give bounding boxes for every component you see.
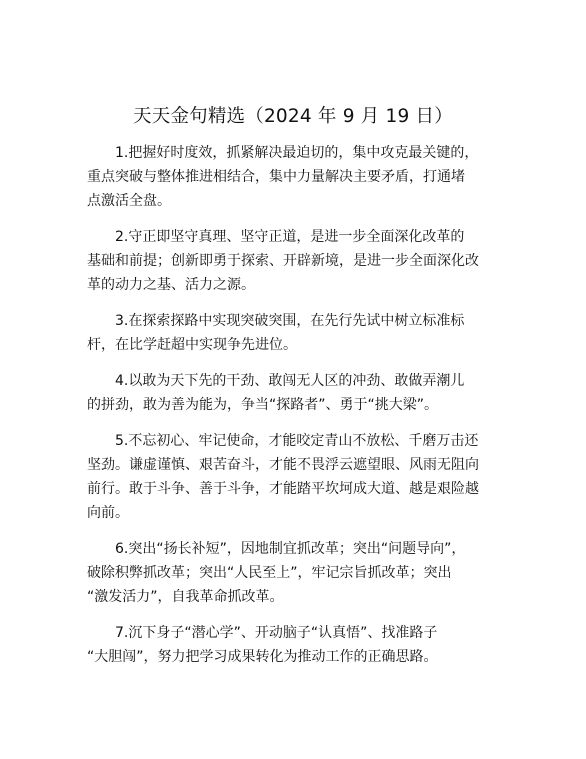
paragraph-1 bbox=[87, 141, 503, 213]
paragraph-line: 3.在探索探路中实现突破突围，在先行先试中树立标准标 bbox=[115, 313, 465, 329]
paragraph-line: 前行。敢于斗争、善于斗争，才能踏平坎坷成大道、越是艰险越 bbox=[87, 481, 479, 497]
paragraph-line: 坚劲。谦虚谨慎、艰苦奋斗，才能不畏浮云遮望眼、风雨无阻向 bbox=[87, 457, 479, 473]
paragraph-line: 革的动力之基、活力之源。 bbox=[87, 277, 255, 293]
paragraph-line: 点激活全盘。 bbox=[87, 193, 171, 209]
paragraph-line: 重点突破与整体推进相结合，集中力量解决主要矛盾，打通堵 bbox=[87, 169, 465, 185]
paragraph-line: 6.突出“扬长补短”，因地制宜抓改革；突出“问题导向”， bbox=[115, 541, 466, 557]
paragraph-line: 向前。 bbox=[87, 505, 129, 521]
paragraph-7 bbox=[87, 621, 503, 669]
paragraph-line: 的拼劲，敢为善为能为，争当“探路者”、勇于“挑大梁”。 bbox=[87, 397, 439, 413]
paragraph-line: 杆，在比学赶超中实现争先进位。 bbox=[87, 337, 297, 353]
paragraph-4 bbox=[87, 369, 503, 417]
paragraph-3 bbox=[87, 309, 503, 357]
paragraph-6 bbox=[87, 537, 503, 609]
document-title: 天天金句精选（2024 年 9 月 19 日） bbox=[133, 106, 453, 127]
paragraph-5 bbox=[87, 429, 503, 525]
paragraph-2 bbox=[87, 225, 503, 297]
paragraph-line: 1.把握好时度效，抓紧解决最迫切的，集中攻克最关键的， bbox=[115, 145, 479, 161]
paragraph-line: “大胆闯”，努力把学习成果转化为推动工作的正确思路。 bbox=[87, 649, 438, 665]
paragraph-line: 7.沉下身子“潜心学”、开动脑子“认真悟”、找准路子 bbox=[115, 625, 438, 641]
paragraph-line: 5.不忘初心、牢记使命，才能咬定青山不放松、千磨万击还 bbox=[115, 433, 479, 449]
paragraph-line: 2.守正即坚守真理、坚守正道，是进一步全面深化改革的 bbox=[115, 229, 465, 245]
paragraph-line: 4.以敢为天下先的干劲、敢闯无人区的冲劲、敢做弄潮儿 bbox=[115, 373, 465, 389]
paragraph-line: 破除积弊抓改革；突出“人民至上”，牢记宗旨抓改革；突出 bbox=[87, 565, 452, 581]
document-body bbox=[87, 141, 503, 681]
paragraph-line: “激发活力”，自我革命抓改革。 bbox=[87, 589, 284, 605]
paragraph-line: 基础和前提；创新即勇于探索、开辟新境，是进一步全面深化改 bbox=[87, 253, 479, 269]
